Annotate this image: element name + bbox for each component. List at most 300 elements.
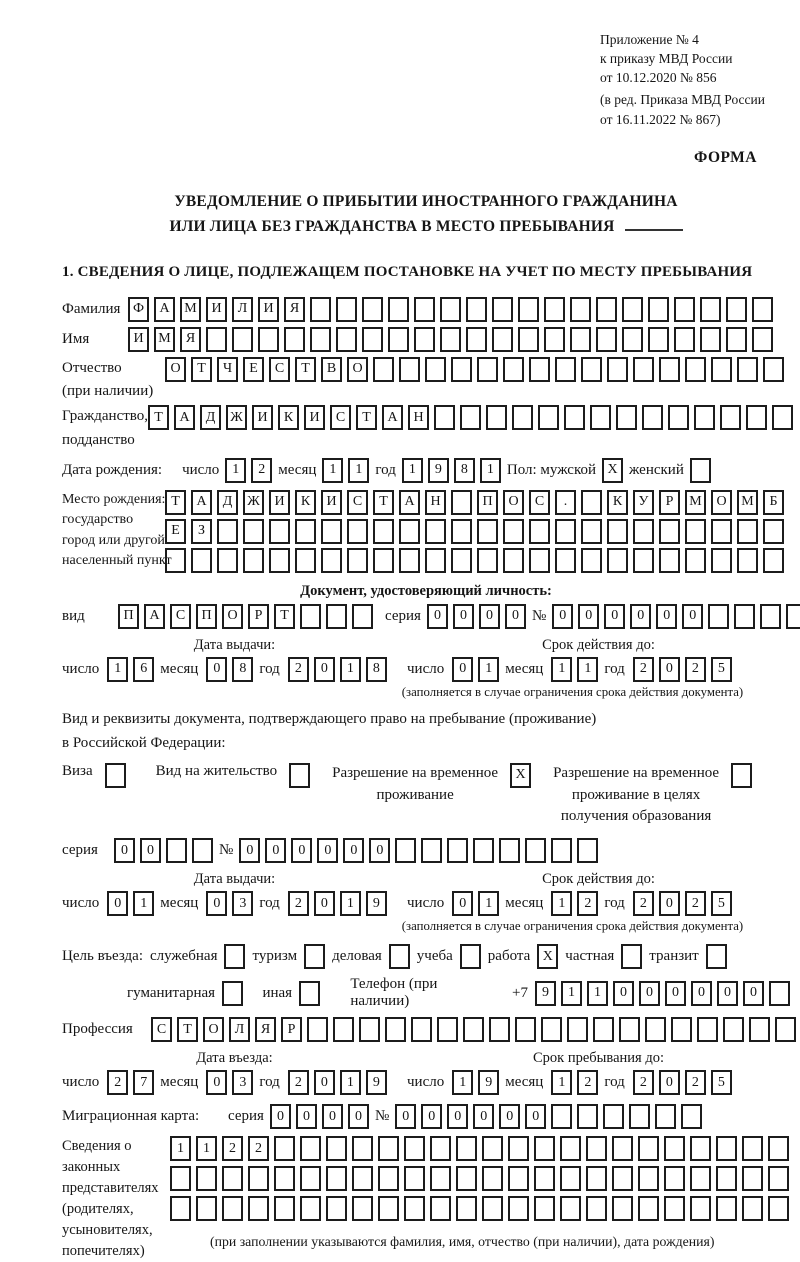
char-cell[interactable] — [258, 327, 279, 352]
char-cell[interactable]: Д — [200, 405, 221, 430]
char-cell[interactable]: Р — [659, 490, 680, 515]
char-cell[interactable]: 1 — [107, 657, 128, 682]
char-cell[interactable]: 1 — [402, 458, 423, 483]
char-cell[interactable] — [567, 1017, 588, 1042]
temp-permit-checkbox[interactable]: X — [510, 763, 531, 788]
char-cell[interactable]: И — [304, 405, 325, 430]
char-cell[interactable]: 0 — [107, 891, 128, 916]
char-cell[interactable] — [664, 1136, 685, 1161]
char-cell[interactable] — [716, 1166, 737, 1191]
char-cell[interactable]: 0 — [452, 891, 473, 916]
char-cell[interactable] — [473, 838, 494, 863]
char-cell[interactable] — [742, 1196, 763, 1221]
char-cell[interactable] — [633, 357, 654, 382]
char-cell[interactable]: 0 — [314, 891, 335, 916]
char-cell[interactable] — [482, 1166, 503, 1191]
char-cell[interactable]: 1 — [340, 657, 361, 682]
char-cell[interactable] — [499, 838, 520, 863]
char-cell[interactable] — [746, 405, 767, 430]
char-cell[interactable] — [726, 297, 747, 322]
char-cell[interactable] — [612, 1196, 633, 1221]
char-cell[interactable] — [456, 1136, 477, 1161]
char-cell[interactable]: 1 — [196, 1136, 217, 1161]
char-cell[interactable] — [581, 357, 602, 382]
char-cell[interactable] — [295, 519, 316, 544]
char-cell[interactable] — [196, 1166, 217, 1191]
char-cell[interactable]: 5 — [711, 891, 732, 916]
char-cell[interactable] — [586, 1136, 607, 1161]
char-cell[interactable]: 0 — [369, 838, 390, 863]
char-cell[interactable] — [685, 548, 706, 573]
char-cell[interactable]: 0 — [114, 838, 135, 863]
char-cell[interactable] — [336, 297, 357, 322]
char-cell[interactable] — [232, 327, 253, 352]
char-cell[interactable] — [395, 838, 416, 863]
char-cell[interactable] — [404, 1166, 425, 1191]
char-cell[interactable]: А — [382, 405, 403, 430]
char-cell[interactable]: 1 — [340, 1070, 361, 1095]
char-cell[interactable] — [534, 1196, 555, 1221]
char-cell[interactable] — [638, 1136, 659, 1161]
char-cell[interactable]: 2 — [288, 1070, 309, 1095]
char-cell[interactable] — [642, 405, 663, 430]
char-cell[interactable]: Ж — [243, 490, 264, 515]
char-cell[interactable] — [633, 519, 654, 544]
char-cell[interactable] — [170, 1196, 191, 1221]
char-cell[interactable] — [326, 604, 347, 629]
char-cell[interactable] — [347, 548, 368, 573]
char-cell[interactable] — [742, 1136, 763, 1161]
char-cell[interactable] — [489, 1017, 510, 1042]
char-cell[interactable] — [560, 1196, 581, 1221]
char-cell[interactable]: 2 — [288, 657, 309, 682]
char-cell[interactable]: 0 — [604, 604, 625, 629]
char-cell[interactable]: 1 — [340, 891, 361, 916]
char-cell[interactable]: И — [206, 297, 227, 322]
char-cell[interactable] — [768, 1196, 789, 1221]
char-cell[interactable]: 0 — [140, 838, 161, 863]
char-cell[interactable] — [716, 1196, 737, 1221]
char-cell[interactable]: И — [128, 327, 149, 352]
char-cell[interactable] — [217, 548, 238, 573]
char-cell[interactable]: 0 — [665, 981, 686, 1006]
char-cell[interactable]: 2 — [107, 1070, 128, 1095]
char-cell[interactable] — [711, 519, 732, 544]
char-cell[interactable]: 2 — [685, 1070, 706, 1095]
char-cell[interactable] — [674, 327, 695, 352]
char-cell[interactable]: 0 — [296, 1104, 317, 1129]
char-cell[interactable]: 0 — [743, 981, 764, 1006]
char-cell[interactable] — [378, 1196, 399, 1221]
char-cell[interactable]: 0 — [639, 981, 660, 1006]
char-cell[interactable]: О — [222, 604, 243, 629]
char-cell[interactable]: 0 — [421, 1104, 442, 1129]
char-cell[interactable] — [352, 604, 373, 629]
char-cell[interactable] — [451, 548, 472, 573]
char-cell[interactable]: 1 — [480, 458, 501, 483]
char-cell[interactable] — [274, 1196, 295, 1221]
purpose-work-checkbox[interactable]: X — [537, 944, 558, 969]
char-cell[interactable] — [734, 604, 755, 629]
char-cell[interactable]: 0 — [578, 604, 599, 629]
char-cell[interactable] — [720, 405, 741, 430]
char-cell[interactable] — [564, 405, 585, 430]
char-cell[interactable] — [690, 1166, 711, 1191]
char-cell[interactable]: 1 — [561, 981, 582, 1006]
char-cell[interactable]: 1 — [452, 1070, 473, 1095]
char-cell[interactable]: 1 — [551, 657, 572, 682]
char-cell[interactable] — [690, 1196, 711, 1221]
char-cell[interactable]: 2 — [288, 891, 309, 916]
char-cell[interactable] — [685, 519, 706, 544]
char-cell[interactable]: Д — [217, 490, 238, 515]
char-cell[interactable] — [352, 1196, 373, 1221]
char-cell[interactable] — [170, 1166, 191, 1191]
char-cell[interactable] — [633, 548, 654, 573]
char-cell[interactable] — [222, 1166, 243, 1191]
char-cell[interactable]: М — [685, 490, 706, 515]
char-cell[interactable]: К — [607, 490, 628, 515]
char-cell[interactable]: О — [347, 357, 368, 382]
char-cell[interactable]: Т — [191, 357, 212, 382]
char-cell[interactable] — [430, 1166, 451, 1191]
char-cell[interactable]: Т — [295, 357, 316, 382]
char-cell[interactable] — [310, 327, 331, 352]
char-cell[interactable]: Л — [232, 297, 253, 322]
char-cell[interactable] — [529, 519, 550, 544]
char-cell[interactable]: 0 — [270, 1104, 291, 1129]
char-cell[interactable]: 0 — [659, 891, 680, 916]
char-cell[interactable] — [515, 1017, 536, 1042]
char-cell[interactable] — [307, 1017, 328, 1042]
char-cell[interactable] — [551, 1104, 572, 1129]
char-cell[interactable] — [700, 297, 721, 322]
char-cell[interactable]: 0 — [206, 1070, 227, 1095]
char-cell[interactable] — [411, 1017, 432, 1042]
char-cell[interactable] — [217, 519, 238, 544]
char-cell[interactable] — [352, 1166, 373, 1191]
char-cell[interactable] — [269, 519, 290, 544]
char-cell[interactable] — [165, 548, 186, 573]
char-cell[interactable] — [668, 405, 689, 430]
char-cell[interactable] — [166, 838, 187, 863]
char-cell[interactable] — [385, 1017, 406, 1042]
char-cell[interactable]: 0 — [659, 657, 680, 682]
char-cell[interactable]: А — [174, 405, 195, 430]
char-cell[interactable] — [786, 604, 800, 629]
char-cell[interactable]: 1 — [577, 657, 598, 682]
char-cell[interactable] — [460, 405, 481, 430]
char-cell[interactable] — [347, 519, 368, 544]
char-cell[interactable] — [619, 1017, 640, 1042]
char-cell[interactable]: 0 — [453, 604, 474, 629]
char-cell[interactable] — [321, 548, 342, 573]
char-cell[interactable]: У — [633, 490, 654, 515]
char-cell[interactable] — [593, 1017, 614, 1042]
char-cell[interactable]: 7 — [133, 1070, 154, 1095]
char-cell[interactable] — [586, 1166, 607, 1191]
char-cell[interactable] — [425, 548, 446, 573]
char-cell[interactable] — [243, 548, 264, 573]
char-cell[interactable] — [206, 327, 227, 352]
char-cell[interactable] — [577, 838, 598, 863]
char-cell[interactable]: М — [154, 327, 175, 352]
char-cell[interactable] — [378, 1166, 399, 1191]
char-cell[interactable] — [269, 548, 290, 573]
char-cell[interactable]: 2 — [685, 657, 706, 682]
char-cell[interactable]: С — [529, 490, 550, 515]
char-cell[interactable] — [451, 357, 472, 382]
char-cell[interactable] — [555, 519, 576, 544]
char-cell[interactable]: О — [711, 490, 732, 515]
char-cell[interactable]: 1 — [478, 891, 499, 916]
char-cell[interactable] — [399, 357, 420, 382]
char-cell[interactable] — [248, 1196, 269, 1221]
char-cell[interactable]: Ф — [128, 297, 149, 322]
char-cell[interactable] — [404, 1136, 425, 1161]
char-cell[interactable] — [700, 327, 721, 352]
char-cell[interactable]: Я — [180, 327, 201, 352]
char-cell[interactable] — [612, 1136, 633, 1161]
char-cell[interactable] — [694, 405, 715, 430]
char-cell[interactable] — [648, 327, 669, 352]
char-cell[interactable] — [191, 548, 212, 573]
char-cell[interactable]: 2 — [685, 891, 706, 916]
char-cell[interactable] — [775, 1017, 796, 1042]
char-cell[interactable] — [243, 519, 264, 544]
char-cell[interactable] — [538, 405, 559, 430]
char-cell[interactable]: 0 — [525, 1104, 546, 1129]
char-cell[interactable] — [529, 357, 550, 382]
char-cell[interactable]: Т — [356, 405, 377, 430]
char-cell[interactable]: 9 — [428, 458, 449, 483]
char-cell[interactable] — [274, 1136, 295, 1161]
char-cell[interactable] — [222, 1196, 243, 1221]
char-cell[interactable]: 1 — [587, 981, 608, 1006]
char-cell[interactable] — [760, 604, 781, 629]
char-cell[interactable]: С — [330, 405, 351, 430]
char-cell[interactable]: . — [555, 490, 576, 515]
char-cell[interactable] — [697, 1017, 718, 1042]
char-cell[interactable] — [492, 297, 513, 322]
char-cell[interactable] — [456, 1166, 477, 1191]
char-cell[interactable]: 0 — [659, 1070, 680, 1095]
female-checkbox[interactable] — [690, 458, 711, 483]
char-cell[interactable]: 0 — [427, 604, 448, 629]
char-cell[interactable] — [763, 519, 784, 544]
char-cell[interactable]: О — [165, 357, 186, 382]
char-cell[interactable] — [607, 519, 628, 544]
char-cell[interactable] — [577, 1104, 598, 1129]
char-cell[interactable] — [596, 297, 617, 322]
char-cell[interactable]: И — [321, 490, 342, 515]
char-cell[interactable] — [300, 604, 321, 629]
char-cell[interactable]: 0 — [717, 981, 738, 1006]
char-cell[interactable] — [388, 327, 409, 352]
char-cell[interactable] — [737, 548, 758, 573]
char-cell[interactable]: С — [347, 490, 368, 515]
char-cell[interactable] — [674, 297, 695, 322]
char-cell[interactable]: П — [196, 604, 217, 629]
char-cell[interactable] — [769, 981, 790, 1006]
char-cell[interactable] — [362, 327, 383, 352]
char-cell[interactable] — [373, 357, 394, 382]
char-cell[interactable]: 0 — [314, 1070, 335, 1095]
char-cell[interactable]: 3 — [232, 891, 253, 916]
char-cell[interactable] — [681, 1104, 702, 1129]
char-cell[interactable] — [716, 1136, 737, 1161]
char-cell[interactable] — [560, 1166, 581, 1191]
char-cell[interactable]: 8 — [366, 657, 387, 682]
char-cell[interactable]: 1 — [322, 458, 343, 483]
char-cell[interactable] — [486, 405, 507, 430]
char-cell[interactable]: 0 — [691, 981, 712, 1006]
char-cell[interactable] — [664, 1196, 685, 1221]
char-cell[interactable] — [581, 519, 602, 544]
char-cell[interactable] — [503, 357, 524, 382]
char-cell[interactable]: Т — [373, 490, 394, 515]
char-cell[interactable] — [434, 405, 455, 430]
purpose-study-checkbox[interactable] — [460, 944, 481, 969]
char-cell[interactable]: 5 — [711, 657, 732, 682]
char-cell[interactable] — [508, 1166, 529, 1191]
char-cell[interactable] — [612, 1166, 633, 1191]
char-cell[interactable]: 6 — [133, 657, 154, 682]
char-cell[interactable]: К — [295, 490, 316, 515]
char-cell[interactable] — [430, 1136, 451, 1161]
char-cell[interactable]: Н — [408, 405, 429, 430]
char-cell[interactable] — [440, 327, 461, 352]
char-cell[interactable]: Е — [243, 357, 264, 382]
char-cell[interactable] — [456, 1196, 477, 1221]
char-cell[interactable]: 2 — [577, 1070, 598, 1095]
char-cell[interactable]: 0 — [656, 604, 677, 629]
char-cell[interactable]: 0 — [239, 838, 260, 863]
char-cell[interactable]: 9 — [478, 1070, 499, 1095]
char-cell[interactable]: 1 — [225, 458, 246, 483]
char-cell[interactable] — [525, 838, 546, 863]
char-cell[interactable] — [737, 519, 758, 544]
char-cell[interactable]: Я — [255, 1017, 276, 1042]
char-cell[interactable] — [544, 297, 565, 322]
char-cell[interactable]: 2 — [248, 1136, 269, 1161]
char-cell[interactable] — [333, 1017, 354, 1042]
char-cell[interactable]: С — [151, 1017, 172, 1042]
char-cell[interactable]: 0 — [499, 1104, 520, 1129]
char-cell[interactable] — [655, 1104, 676, 1129]
char-cell[interactable] — [752, 327, 773, 352]
char-cell[interactable] — [659, 519, 680, 544]
char-cell[interactable] — [326, 1136, 347, 1161]
char-cell[interactable]: М — [180, 297, 201, 322]
char-cell[interactable] — [295, 548, 316, 573]
char-cell[interactable] — [477, 519, 498, 544]
char-cell[interactable]: 3 — [232, 1070, 253, 1095]
char-cell[interactable]: 0 — [479, 604, 500, 629]
char-cell[interactable] — [447, 838, 468, 863]
char-cell[interactable] — [555, 357, 576, 382]
char-cell[interactable] — [659, 357, 680, 382]
char-cell[interactable]: Б — [763, 490, 784, 515]
char-cell[interactable] — [336, 327, 357, 352]
male-checkbox[interactable]: X — [602, 458, 623, 483]
char-cell[interactable]: А — [191, 490, 212, 515]
char-cell[interactable]: Ч — [217, 357, 238, 382]
char-cell[interactable]: 0 — [552, 604, 573, 629]
char-cell[interactable] — [749, 1017, 770, 1042]
char-cell[interactable] — [466, 297, 487, 322]
char-cell[interactable]: 0 — [613, 981, 634, 1006]
char-cell[interactable]: А — [144, 604, 165, 629]
char-cell[interactable] — [708, 604, 729, 629]
char-cell[interactable] — [560, 1136, 581, 1161]
char-cell[interactable]: З — [191, 519, 212, 544]
char-cell[interactable] — [404, 1196, 425, 1221]
char-cell[interactable] — [664, 1166, 685, 1191]
char-cell[interactable]: 9 — [535, 981, 556, 1006]
char-cell[interactable]: 1 — [133, 891, 154, 916]
char-cell[interactable] — [463, 1017, 484, 1042]
purpose-other-checkbox[interactable] — [299, 981, 320, 1006]
char-cell[interactable] — [622, 297, 643, 322]
char-cell[interactable]: Ж — [226, 405, 247, 430]
char-cell[interactable] — [629, 1104, 650, 1129]
char-cell[interactable]: 0 — [395, 1104, 416, 1129]
char-cell[interactable] — [399, 519, 420, 544]
char-cell[interactable] — [373, 519, 394, 544]
char-cell[interactable]: С — [269, 357, 290, 382]
char-cell[interactable]: Т — [148, 405, 169, 430]
char-cell[interactable] — [534, 1136, 555, 1161]
char-cell[interactable]: 0 — [343, 838, 364, 863]
char-cell[interactable] — [690, 1136, 711, 1161]
char-cell[interactable]: 2 — [577, 891, 598, 916]
char-cell[interactable] — [768, 1166, 789, 1191]
char-cell[interactable] — [512, 405, 533, 430]
char-cell[interactable] — [440, 297, 461, 322]
char-cell[interactable] — [388, 297, 409, 322]
char-cell[interactable] — [711, 548, 732, 573]
char-cell[interactable] — [300, 1166, 321, 1191]
char-cell[interactable] — [622, 327, 643, 352]
char-cell[interactable] — [451, 519, 472, 544]
char-cell[interactable]: М — [737, 490, 758, 515]
char-cell[interactable] — [544, 327, 565, 352]
char-cell[interactable] — [768, 1136, 789, 1161]
char-cell[interactable]: 0 — [206, 657, 227, 682]
char-cell[interactable] — [196, 1196, 217, 1221]
char-cell[interactable] — [503, 548, 524, 573]
purpose-business-checkbox[interactable] — [224, 944, 245, 969]
char-cell[interactable]: Р — [248, 604, 269, 629]
char-cell[interactable] — [648, 297, 669, 322]
char-cell[interactable] — [359, 1017, 380, 1042]
char-cell[interactable] — [763, 548, 784, 573]
edu-permit-checkbox[interactable] — [731, 763, 752, 788]
char-cell[interactable] — [607, 357, 628, 382]
char-cell[interactable] — [508, 1196, 529, 1221]
char-cell[interactable]: 8 — [454, 458, 475, 483]
char-cell[interactable] — [555, 548, 576, 573]
char-cell[interactable] — [192, 838, 213, 863]
char-cell[interactable] — [726, 327, 747, 352]
char-cell[interactable]: В — [321, 357, 342, 382]
char-cell[interactable] — [570, 327, 591, 352]
char-cell[interactable] — [300, 1136, 321, 1161]
char-cell[interactable] — [638, 1166, 659, 1191]
char-cell[interactable] — [274, 1166, 295, 1191]
char-cell[interactable] — [414, 297, 435, 322]
